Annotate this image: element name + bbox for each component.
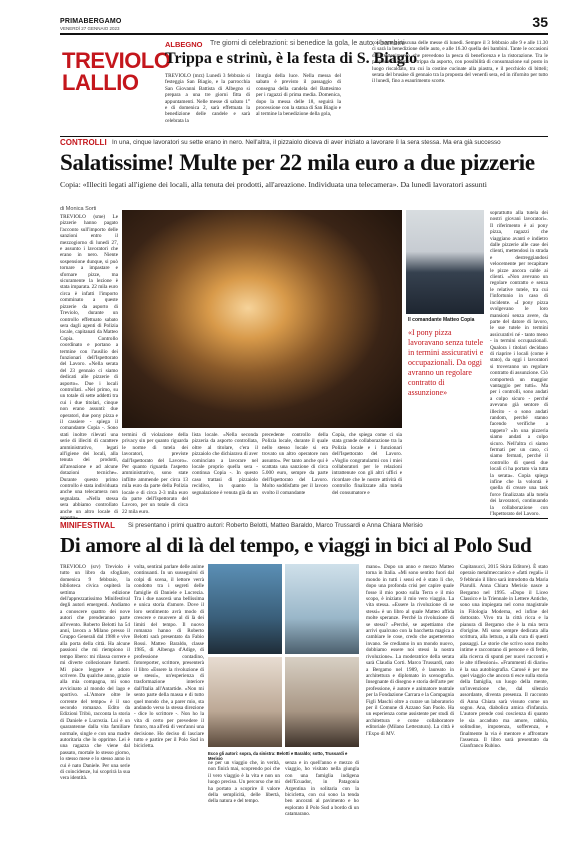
main-story-deck: In una, cinque lavoratori su sette erano in nero. Nell'altra, il pizzaiolo diceva di aver iniziato a lavorare lì la sera stessa. Ma era già successo xyxy=(112,139,501,146)
pizza-oven-photo xyxy=(122,210,402,428)
second-story-col-2: volta, sentirai parlare delle anime continuanti. In un susseguirsi di colpi di scena, il lettore verrà condotto tra i segreti delle famiglie di Daniele e Lucrezia. Tra i due nascerà una bellissima e unica storia d'amore. Dove il loro sentimento avrà modo di crescere e muovere al di là dei limiti del tempo. Il nuovo romanzo hanno di Roberto Belotti sarà presentato da Fabio Rossi. Matteo Baraldo, classe 1985, di Albenga d'Adige, di professione contadino, fotoreporter, scrittore, presenterà il libro «Essere la rivoluzione di se stessi», un'esperienza di trasformazione interiore dall'Italia all'Antartide. «Non mi sento parte della massa e di tutto quel mondo che, a parer mio, sta andando verso la stessa direzione - dice lo scrittore -. Non ho la vita di certo per prevedere il futuro, ma all'età di vent'anni una decisione. Ho deciso di lasciare tutto e partire per il Polo Sud in bicicletta. xyxy=(134,564,204,750)
pull-quote: «I pony pizza lavoravano senza tutele in termini assicurativi e occupazionali. Da oggi avranno un regolare contratto di assunzione» xyxy=(408,328,484,397)
main-story-col-c: precedente controllo della Polizia locale, durante il quale nello stesso locale si era trovato un altro operatore non assunto». Per tanto anche qui è scattata una sanzione di circa 5.000 euro, sempre da parte dell'Ispettorato del Lavoro. Molto soddisfatto per il lavoro svolto il comandante xyxy=(262,432,328,496)
author-photo-baraldo xyxy=(285,564,359,654)
top-story-col-1: TREVIOLO (mrz) Lunedì 3 febbraio si festeggia San Biagio, e la parrocchia San Giovanni Battista di Albegno si prepara a una tre giorni fitta di appuntamenti. Nelle messe di sabato 1° e di domenica 2, sarà effettuata la benedizione delle candele e sarà celebrata la xyxy=(165,73,250,124)
main-story-col-b: lista locale. «Nella seconda pizzeria da asporto controllata, oltre al titolare, c'era il pizzaiolo che dichiarava di aver cominciato a lavorare nel locale proprio quella sera - continua Copia -. In questo caso trattasi di pizzaiolo recidivo, in quanto la segnalazione è venuta già da un xyxy=(192,432,258,496)
section-title-line1: TREVIOLO xyxy=(62,48,171,73)
main-story-title: Salatissime! Multe per 22 mila euro a due pizzerie xyxy=(60,150,535,175)
main-story-subtitle: Copia: «Illeciti legati all'igiene dei locali, alla tenuta dei prodotti, all'areazione. Individuata una telecamera». Da lunedì lavoratori assunti xyxy=(60,180,487,189)
page-number: 35 xyxy=(532,14,548,30)
main-story-col-d: Copia, che spiega come ci sia stata grande collaborazione tra la Polizia locale e i funzionari dell'Ispettorato del Lavoro. «Voglio congratularmi con i miei collaboratori per le relazioni intrattenute con gli altri uffici e ricordare che le nostre attività di controllo finalizzate alla tutela del consumatore e xyxy=(332,432,402,496)
top-story-deck: Tre giorni di celebrazioni: si benedice la gola, le auto, i bambini xyxy=(210,40,405,47)
author-photo-merisio xyxy=(285,657,359,747)
commander-photo xyxy=(406,210,484,314)
main-story-kicker: CONTROLLI xyxy=(60,138,107,147)
header-rule xyxy=(60,33,548,35)
top-story-col-2: liturgia della luce. Nella messa del sabato è previsto il passaggio di consegna della candela del Battesimo per i ragazzi di prima media. Domenica, dopo la messa delle 18, seguirà la processione con la statua di San Biagio e al termine la benedizione della gola, xyxy=(256,73,341,118)
author-photo-belotti xyxy=(208,564,282,654)
main-story-col-1: TREVIOLO (sme) Le pizzerie hanno pagato l'acconto sull'importo delle sanzioni entro il mezzogiorno di lunedì 27, e assunto i lavoratori che erano in nero. Niente sospensione dunque, si può tornare a impastare e sfornare pizze, ma sicuramente la lezione è stata imparata. 22 mila euro circa è infatti l'importo comminato a queste pizzerie da asporto di Treviolo, durante un controllo effettuato sabato sera dagli agenti di Polizia locale, capitanati da Matteo Copia. Controllo coordinato e portano a termine con l'ausilio dei funzionari dell'Ispettorato del Lavoro. «Nella serata del 23 gennaio ci siamo dedicati alle pizzerie di asporto». Due i locali controllati. «Nel primo, su un totale di sette addetti tra cui i due titolari, cinque non erano assunti: due operatori, due pony pizza e il cassiere - spiega il comandante Copia -. Sono stati inoltre rilevati una serie di illeciti di carattere amministrativo, legati all'igiene dei locali, alla tenuta dei prodotti, all'areazione e ad alcune dotazioni tecniche». Durante questo primo controllo è stata individuata anche una telecamera non segnalata. «Nella stessa sera abbiamo controllato anche un altro locale di xyxy=(60,214,118,515)
commander-caption: Il comandante Matteo Copia xyxy=(408,317,475,323)
section-title-line2: LALLIO xyxy=(62,70,139,95)
second-story-kicker: MINIFESTIVAL xyxy=(60,521,115,530)
top-story-title: Trippa e strinù, è la festa di S. Biagio xyxy=(165,50,418,67)
second-story-deck: Si presentano i primi quattro autori: Roberto Belotti, Matteo Baraldo, Marco Trussardi e Anna Chiara Merisio xyxy=(128,522,423,529)
main-story-col-right: soprattutto alla tutela dei nostri giovani lavoratori». Il riferimento è ai pony pizza, ragazzi che viaggiano avanti e indietro dalle pizzerie alle case dei clienti, mettendosi in strada e destreggiandosi velocemente per recapitare le pizze ancora calde ai clienti. «Non avevano un regolare contratto e senza le relative tutele, tra cui l'infortunio in caso di incidente. «I pony pizza svolgevano le loro mansioni senza avere, da parte del datore di lavoro, le sue tutele in termini assicurativi né - tanto meno - in termini occupazionali. Qualora i titolari decidano di riaprire i locali (come è stato), da oggi i lavoratori si troveranno un regolare contratto di assunzione. Ciò comporterà un maggior vantaggio per tutti». Ma per i controlli, sono andati a colpo sicuro - perché avevano già sentore di illecito - o sono andati random, perché stanno facendo verifiche a tappeto? «In una pizzeria siamo andati a colpo sicuro. Nell'altra ci siamo fermati per un caso, ci siamo fermati, perché il controllo di questi due locali ci ha portato via tutta la serata». Copia spiega infine che la volontà è quella di creare una task force finalizzata alla tutela dei lavoratori, continuando la collaborazione con l'Ispettorato del Lavoro. xyxy=(490,210,548,518)
second-story-col-3a: ne per un viaggio che, in verità, non finirà mai, scoprendo poi che il vero viaggio è la vita e non un luogo preciso. Un percorso che mi ha portato a scoprire il valore della semplicità, delle libertà, della natura e del tempo. xyxy=(208,760,280,805)
second-story-col-5: Capitanucci, 2015 Skira Editore). È stato operaio metalmeccanico e «fatti regali» il 9 febbraio il libro sarà introdotto da Maria Piarulli. Anna Chiara Merisio nasce a Bergamo nel 1995. «Dopo il Liceo Classico e la Triennale in Lettere Antiche, sono una impiegata nel corso magistrale in Filologia Moderna, ed infine del dottorato. Vivo tra la città ricca e la pianura di Bergamo che è la mia terra d'origine. Mi sono sempre dedicata alla scrittura, alla lettura, a alla cura di questi passaggi. Le storie che scrivo sono molto intime e raccontano di persone e di ferite, alla ricerca di spunti per nuovi racconti e le alte riflessioni». «Frammenti di diario» è la sua autobiografia. Carosé è per me quel viaggio che ancora ti esce sulla storia della famiglia, un luogo della mente, un'invenzione che, dal silenzio assordante, diventa presenza. Il racconto di Anna Chiara sarà vissuto come un sogno. Ana, diabolica amica d'infanzia. L'autore prende così coscienza di quanto le sia accaduto ma amore, rabbia, solitudine, impotenza, sofferenza, e finalmente la via è mentore e affrontare l'assenza. Il libro sarà presentato da Gianfranco Rubino. xyxy=(460,564,548,750)
byline: di Monica Sorti xyxy=(60,206,97,212)
author-photo-trussardi xyxy=(208,657,282,747)
paper-name: PRIMABERGAMO xyxy=(60,18,122,25)
main-story-rule xyxy=(60,136,548,137)
top-story-col-3: così come a ciascuna delle messe di lunedì. Sempre il 3 febbraio alle 9 e alle 11.30 ci sarà la benedizione delle auto, e alle 16.30 quella dei bambini. Tante le occasioni di intrattenimento, che prevedono la pesca di beneficenza e la ristorazione. Tra le proposte culinarie la trippa da asporto, con possibilità di consumazione sul posto in luogo riscaldato, tra cui la costine cucinate alla piastra, e il pecchiolo di bitteli; serata del brusàse di gennaio tra la proposta del venerdì sera, ed in rifornito per tutto il lunedì, fino a esaurimento scorte. xyxy=(372,40,548,85)
main-story-col-a: termini di violazione della privacy sin per quanto riguarda le norme di tutela dei lavoratori, previste dall'Ispettorato del Lavoro». Per quanto riguarda l'aspetto amministrativo, sono state inflitte ammende per circa 13 mila euro da parte della Polizia locale e di circa 2-3 mila euro da parte dell'Ispettorato del Lavoro, per un totale di circa 22 mila euro. xyxy=(122,432,188,515)
author-photo-caption: Ecco gli autori: sopra, da sinistra: Belotti e Baraldo; sotto, Trussardi e Merisio xyxy=(208,751,348,761)
top-story-kicker: ALBEGNO xyxy=(165,40,203,49)
second-story-rule xyxy=(60,518,548,519)
second-story-col-3b: senza e in quell'anno e mezzo di viaggio, ho visitato nella giungla con una famiglia indigena dell'Ecuador, in Patagonia Argentina in solitaria con la bicicletta, con cui sono la tenda ben ancorati al pavimento e ho esplorato il Polo Sud a bordo di un catamarano. xyxy=(285,760,359,818)
second-story-title: Di amore al di là del tempo, e viaggi in bici al Polo Sud xyxy=(60,533,532,557)
issue-date: VENERDÌ 27 GENNAIO 2023 xyxy=(60,26,120,31)
second-story-col-4: mano». Dopo un anno e mezzo Matteo torna in Italia. «Mi sono sentito fuori dal mondo in tutti i sensi ed è stato lì che, dopo una profonda crisi per capire quale fosse il mio posto sulla Terra e il mio scopo, è iniziato il mio vero viaggio. La vita stessa. «Essere la rivoluzione di se stessi» è un libro al quale Matteo affida molte speranze. Perché la rivoluzione di se stessi? «Perché, se aspettiamo che arrivi qualcuno con la bacchetta magica a cambiare le cose, credo che aspetteremo invano. Se crediamo in un mondo nuovo, dobbiamo essere noi stessi la nostra rivoluzione». La moderatrice della serata sarà Claudia Corti. Marco Trussardi, nato a Bergamo nel 1989, è laureato in architettura e diplomato in scenografia. Insegnante di disegno e storia dell'arte per professione, è autore e animatore teatrale per la Fondazione Carrara e la Compagnia Figli Maschi oltre a curare un laboratorio per il Comune di Azzano San Paolo. Ha un esperienza come assistente per studi di architettura e come collaboratore editoriale (Milano Letteratura). La città è l'Expo di MV. xyxy=(366,564,454,737)
second-story-col-1: TREVIOLO (srv) Treviolo è tutto un libro da sfogliare, domenica 9 febbraio, la biblioteca civica ospiterà la settima edizione dell'apprezzatissimo Minifestival degli autori emergenti. Andiamo a conoscere quattro dei nove autori che prenderanno parte all'evento. Roberto Belotti ha 54 anni, lavora a Milano presso il Gruppo Generali dal 1988 e vive alla porta della città. Ha alcune passioni che mi riempiono il tempo libero: mi rilassa correre e mi diverte collezionare fumetti. Mi piace leggere e adoro scrivere. Da qualche anno, grazie alla mia compagna, mi sono avvicinato al mondo del lago e sportivo. «L'Amore oltre le corrente del tempo» è il suo secondo romanzo. Edito da Edizioni Tribù, racconta la storia di Daniele e Lucrezia. Lui è un quarantenne dalla vita familiare normale, single e con una madre autoritaria che lo opprime. Lei è una ragazza che viene dal passato, mortale lo stesso giorno, lo stesso mese e lo stesso anno in cui è nato Daniele. Per una serie di coincidenze, lui scoprirà la sua vera identità. xyxy=(60,564,130,782)
